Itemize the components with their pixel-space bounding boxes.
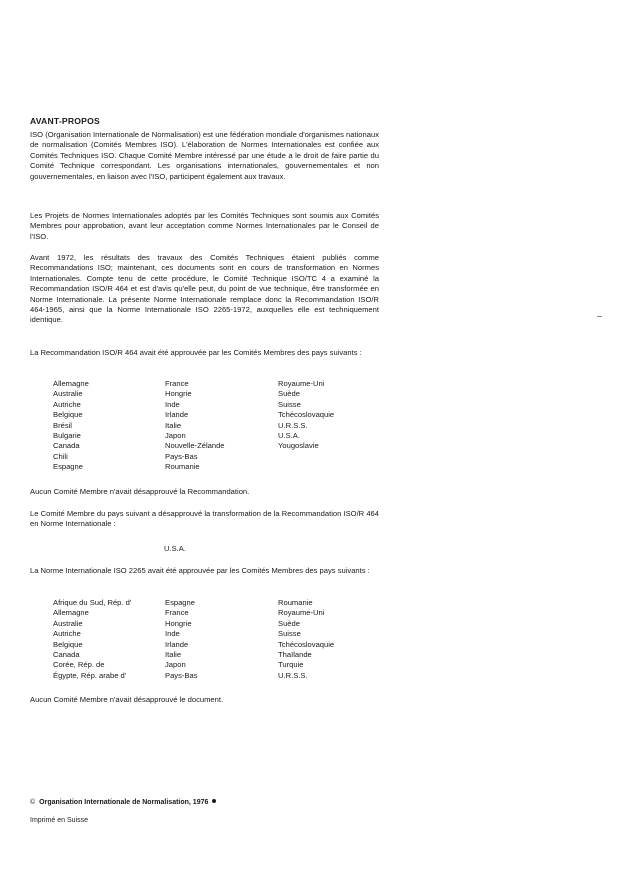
country-item: Afrique du Sud, Rép. d': [53, 598, 132, 607]
country-item: Irlande: [165, 639, 189, 649]
country-item: Suisse: [278, 399, 301, 409]
country-column-2: [165, 598, 198, 681]
country-item: Irlande: [165, 410, 189, 420]
country-item: Suisse: [278, 629, 301, 639]
disapproving-country: U.S.A.: [164, 544, 186, 553]
country-item: Australie: [53, 618, 83, 628]
country-item: Inde: [165, 399, 180, 409]
country-item: Thaïlande: [278, 650, 312, 660]
country-item: Japon: [165, 431, 186, 441]
paragraph-intro: ISO (Organisation Internationale de Normalisation) est une fédération mondiale d'organismes nationaux de normalisation (Comités Membres ISO). L'élaboration de Normes Internationales est confiée aux Comités Techniques ISO. Chaque Comité Membre intéressé par une étude a le droit de faire partie du Comité Technique correspondant. Les organisations internationales, gouvernementales et non gouvernementales, en liaison avec l'ISO, participent également aux travaux.: [30, 130, 379, 181]
country-item: Roumanie: [278, 598, 313, 607]
country-item: Tchécoslovaquie: [278, 410, 335, 420]
country-item: Corée, Rép. de: [53, 660, 105, 670]
country-item: Nouvelle-Zélande: [165, 441, 225, 451]
country-item: Autriche: [53, 629, 81, 639]
margin-mark: [597, 316, 602, 317]
country-item: Canada: [53, 441, 80, 451]
country-item: Yougoslavie: [278, 441, 319, 451]
country-item: Canada: [53, 650, 80, 660]
country-item: France: [165, 379, 189, 388]
country-item: Hongrie: [165, 389, 192, 399]
paragraph-r464-intro: La Recommandation ISO/R 464 avait été approuvée par les Comités Membres des pays suivants :: [30, 348, 362, 357]
country-item: Australie: [53, 389, 83, 399]
paragraph-no-disapproval-r464: Aucun Comité Membre n'avait désapprouvé la Recommandation.: [30, 487, 250, 496]
country-item: Chili: [53, 451, 68, 461]
paragraph-approval: Les Projets de Normes Internationales adoptés par les Comités Techniques sont soumis aux Comités Membres pour approbation, avant leur acceptation comme Normes Internationales par le Conseil de l'ISO.: [30, 211, 379, 241]
copyright-text: Organisation Internationale de Normalisation, 1976: [39, 799, 209, 806]
paragraph-disapproval: Le Comité Membre du pays suivant a désapprouvé la transformation de la Recommandation ISO/R 464 en Norme Internationale :: [30, 509, 379, 529]
country-item: Tchécoslovaquie: [278, 639, 335, 649]
country-item: Pays-Bas: [165, 451, 198, 461]
country-item: Autriche: [53, 399, 81, 409]
country-column-2: [165, 379, 225, 473]
country-item: France: [165, 608, 189, 618]
country-item: Pays-Bas: [165, 670, 198, 680]
country-item: Égypte, Rép. arabe d': [53, 670, 127, 680]
country-item: U.S.A.: [278, 431, 300, 441]
country-item: Royaume-Uni: [278, 608, 325, 618]
country-item: Roumanie: [165, 462, 200, 472]
country-column-3: [278, 379, 334, 452]
paragraph-no-disapproval-iso2265: Aucun Comité Membre n'avait désapprouvé le document.: [30, 695, 224, 704]
paragraph-iso2265-intro: La Norme Internationale ISO 2265 avait été approuvée par les Comités Membres des pays suivants :: [30, 566, 370, 575]
country-item: Brésil: [53, 420, 72, 430]
country-item: U.R.S.S.: [278, 670, 308, 680]
country-item: Suède: [278, 389, 300, 399]
country-column-1: [53, 379, 89, 473]
country-item: Hongrie: [165, 618, 192, 628]
country-item: Turquie: [278, 660, 304, 670]
country-item: Allemagne: [53, 608, 89, 618]
country-item: Belgique: [53, 410, 83, 420]
country-item: Suède: [278, 618, 300, 628]
country-item: Espagne: [165, 598, 195, 607]
country-item: Italie: [165, 650, 182, 660]
page-title: AVANT-PROPOS: [30, 116, 100, 126]
country-item: Allemagne: [53, 379, 89, 388]
footer-copyright: [30, 799, 216, 806]
country-item: Bulgarie: [53, 431, 81, 441]
copyright-icon: ©: [30, 799, 36, 806]
footer-printed: Imprimé en Suisse: [30, 817, 88, 824]
country-item: Royaume-Uni: [278, 379, 325, 388]
paragraph-history: Avant 1972, les résultats des travaux des Comités Techniques étaient publiés comme Recommandations ISO; maintenant, ces documents sont en cours de transformation en Normes Internationales. Compte tenu de cette procédure, le Comité Technique ISO/TC 4 a examiné la Recommandation ISO/R 464 et est d'avis qu'elle peut, du point de vue technique, être transformée en Norme Internationale. La présente Norme Internationale remplace donc la Recommandation ISO/R 464-1965, ainsi que la Norme Internationale ISO 2265-1972, auxquelles elle est techniquement identique.: [30, 253, 379, 325]
country-column-3: [278, 598, 334, 681]
country-item: Espagne: [53, 462, 83, 472]
bullet-icon: [212, 799, 216, 803]
country-item: Italie: [165, 420, 182, 430]
country-column-1: [53, 598, 131, 681]
country-item: Japon: [165, 660, 186, 670]
country-item: Inde: [165, 629, 180, 639]
country-item: Belgique: [53, 639, 83, 649]
country-item: U.R.S.S.: [278, 420, 308, 430]
